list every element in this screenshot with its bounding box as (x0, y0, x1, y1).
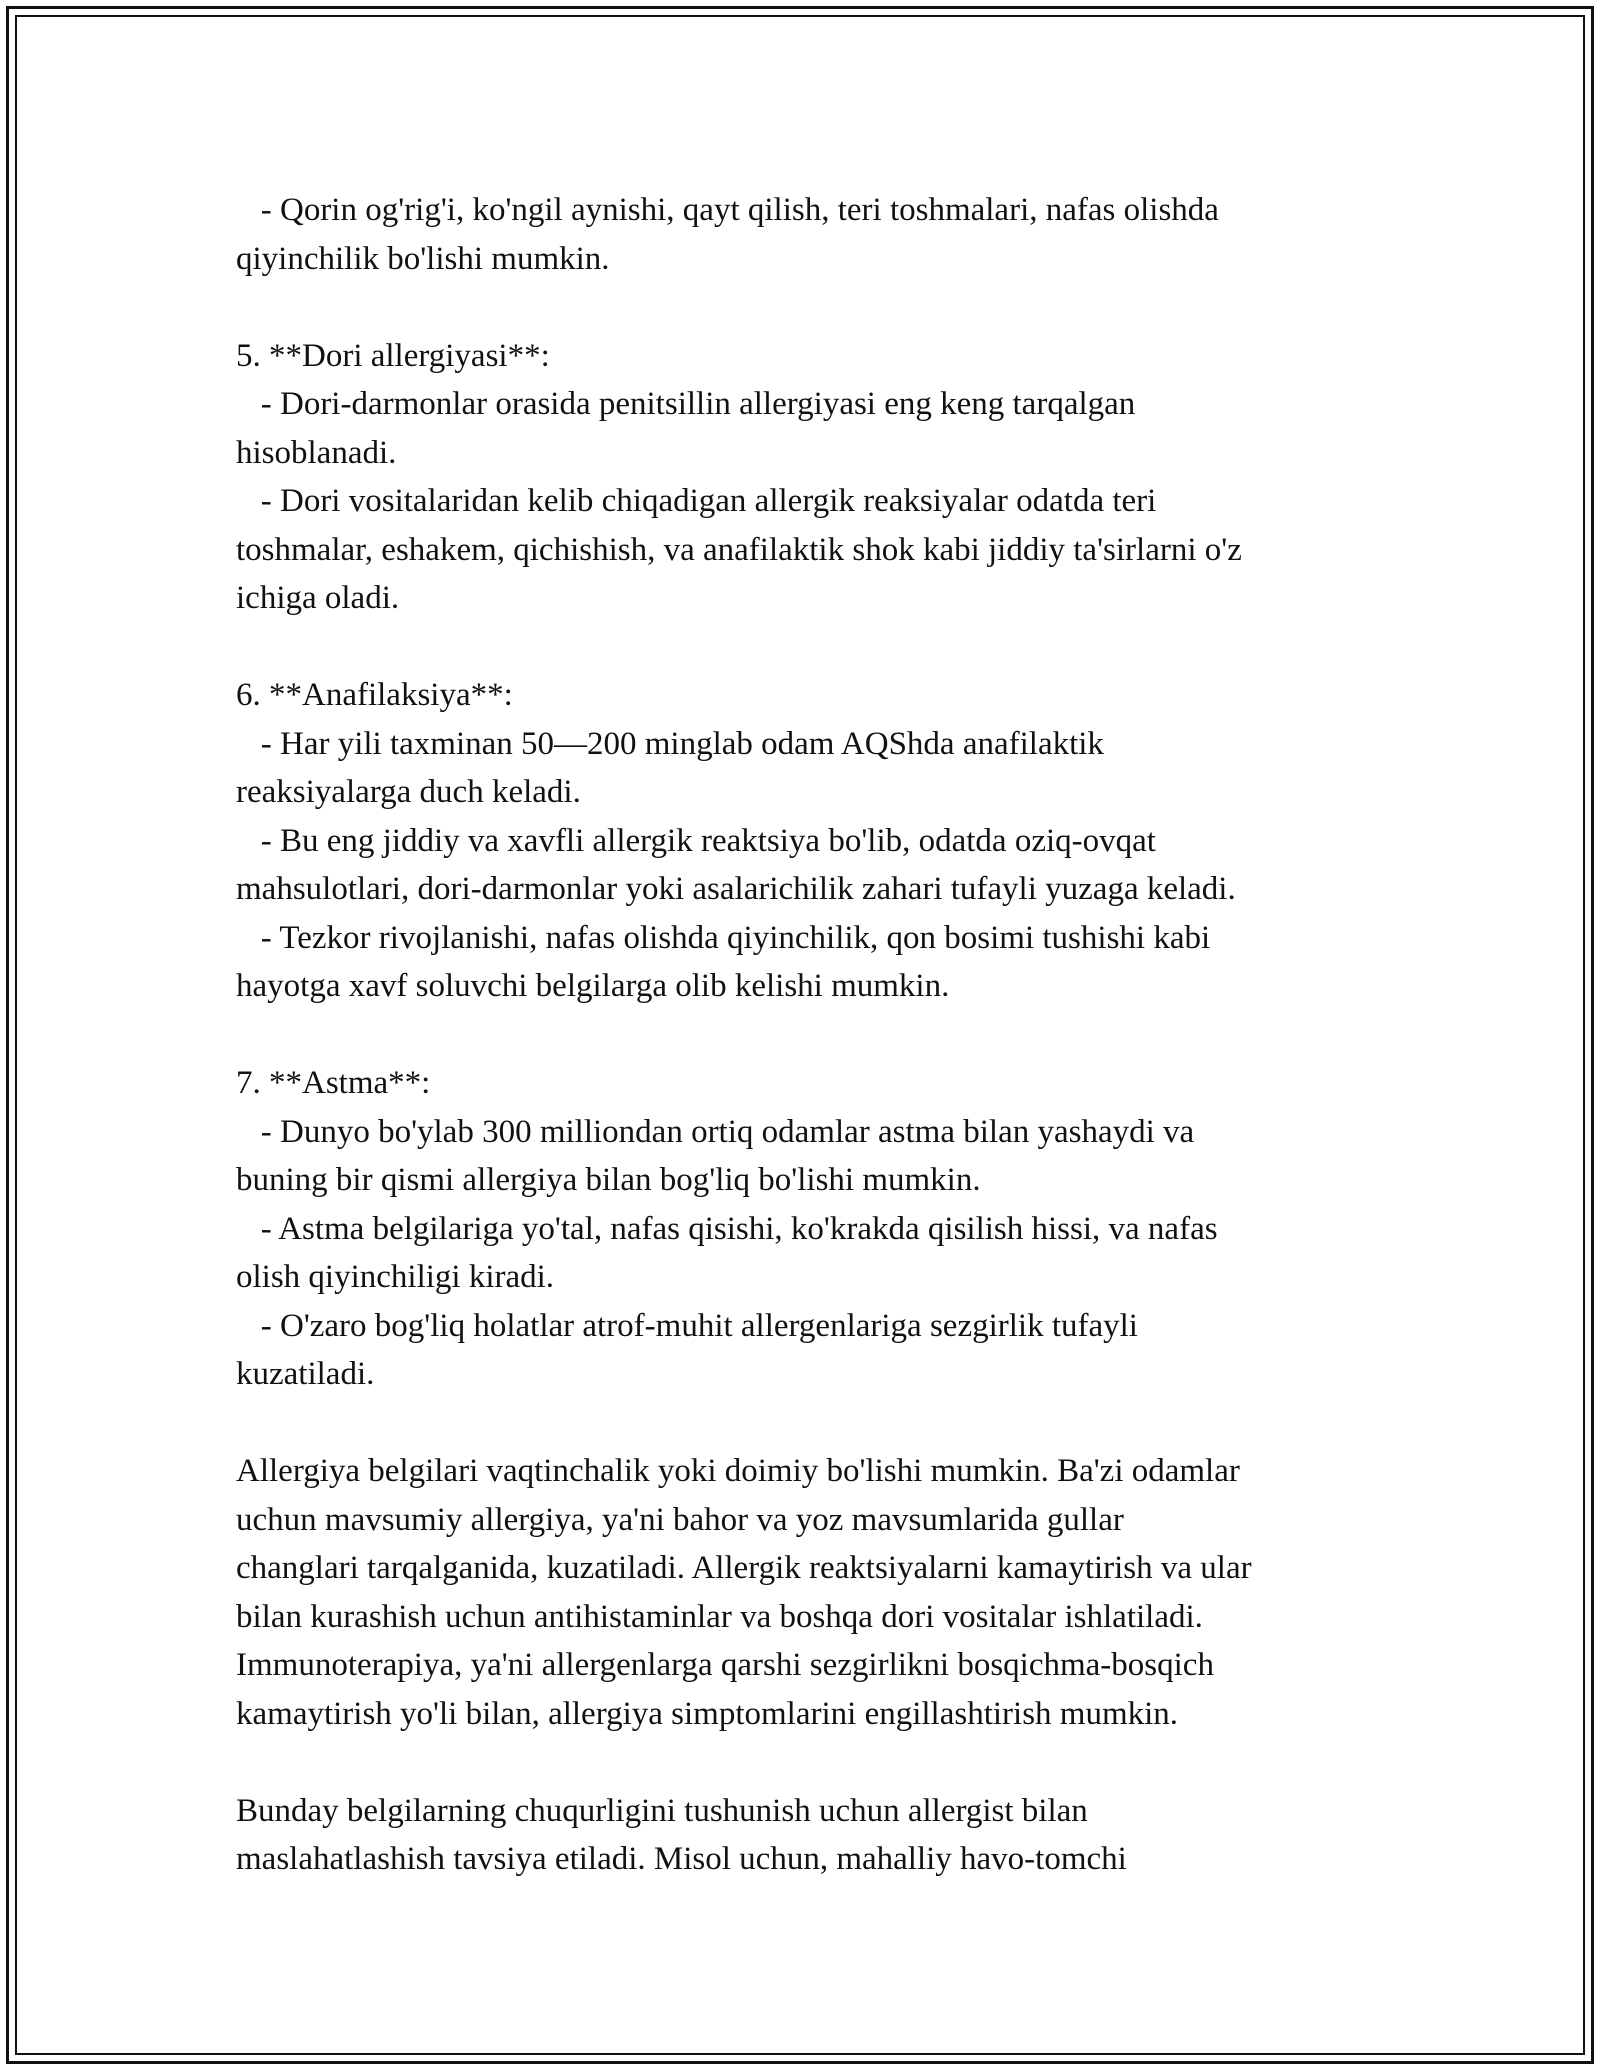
paragraph-gap (236, 623, 1396, 672)
text-line: - Har yili taxminan 50—200 minglab odam AQShda anafilaktik (236, 725, 1104, 762)
document-body (236, 186, 1396, 1884)
paragraph-gap (236, 283, 1396, 332)
text-line: mahsulotlari, dori-darmonlar yoki asalarichilik zahari tufayli yuzaga keladi. (236, 871, 1236, 907)
text-line: - Bu eng jiddiy va xavfli allergik reaktsiya bo'lib, odatda oziq-ovqat (236, 822, 1156, 859)
paragraph-gap (236, 1011, 1396, 1060)
text-line: reaksiyalarga duch keladi. (236, 774, 581, 810)
text-line: - Astma belgilariga yo'tal, nafas qisishi, ko'krakda qisilish hissi, va nafas (236, 1210, 1218, 1247)
section-heading: 7. **Astma**: (236, 1065, 431, 1101)
text-line: - O'zaro bog'liq holatlar atrof-muhit allergenlariga sezgirlik tufayli (236, 1307, 1138, 1344)
text-line: Immunoterapiya, ya'ni allergenlarga qarshi sezgirlikni bosqichma-bosqich (236, 1647, 1214, 1683)
text-line: - Qorin og'rig'i, ko'ngil aynishi, qayt qilish, teri toshmalari, nafas olishda (236, 192, 1219, 228)
paragraph-gap (236, 1399, 1396, 1448)
section-heading: 5. **Dori allergiyasi**: (236, 337, 550, 374)
text-line: buning bir qismi allergiya bilan bog'liq bo'lishi mumkin. (236, 1162, 981, 1198)
intro-bullet-block (236, 186, 1396, 283)
paragraph-gap (236, 1738, 1396, 1787)
text-line: - Dunyo bo'ylab 300 milliondan ortiq odamlar astma bilan yashaydi va (236, 1113, 1195, 1150)
text-line: Allergiya belgilari vaqtinchalik yoki doimiy bo'lishi mumkin. Ba'zi odamlar (236, 1453, 1240, 1489)
text-line: - Dori vositalaridan kelib chiqadigan allergik reaksiyalar odatda teri (236, 483, 1157, 519)
text-line: qiyinchilik bo'lishi mumkin. (236, 240, 610, 277)
dori-allergiyasi-section (236, 332, 1396, 623)
anafilaksiya-section (236, 671, 1396, 1011)
bunday-belgilar-paragraph (236, 1787, 1396, 1884)
section-heading: 6. **Anafilaksiya**: (236, 677, 513, 713)
text-line: uchun mavsumiy allergiya, ya'ni bahor va yoz mavsumlarida gullar (236, 1501, 1124, 1538)
text-line: hayotga xavf soluvchi belgilarga olib kelishi mumkin. (236, 968, 950, 1004)
text-line: bilan kurashish uchun antihistaminlar va boshqa dori vositalar ishlatiladi. (236, 1598, 1203, 1635)
text-line: ichiga oladi. (236, 580, 400, 616)
text-line: hisoblanadi. (236, 434, 397, 471)
text-line: olish qiyinchiligi kiradi. (236, 1259, 555, 1295)
text-line: - Dori-darmonlar orasida penitsillin allergiyasi eng keng tarqalgan (236, 386, 1136, 422)
text-line: - Tezkor rivojlanishi, nafas olishda qiyinchilik, qon bosimi tushishi kabi (236, 919, 1211, 956)
text-line: kamaytirish yo'li bilan, allergiya simptomlarini engillashtirish mumkin. (236, 1695, 1179, 1732)
text-line: kuzatiladi. (236, 1356, 375, 1392)
allergiya-belgilari-paragraph (236, 1447, 1396, 1738)
text-line: toshmalar, eshakem, qichishish, va anafilaktik shok kabi jiddiy ta'sirlarni o'z (236, 531, 1242, 568)
text-line: maslahatlashish tavsiya etiladi. Misol uchun, mahalliy havo-tomchi (236, 1841, 1127, 1877)
text-line: Bunday belgilarning chuqurligini tushunish uchun allergist bilan (236, 1792, 1088, 1829)
text-line: changlari tarqalganida, kuzatiladi. Allergik reaktsiyalarni kamaytirish va ular (236, 1550, 1252, 1586)
astma-section (236, 1059, 1396, 1399)
